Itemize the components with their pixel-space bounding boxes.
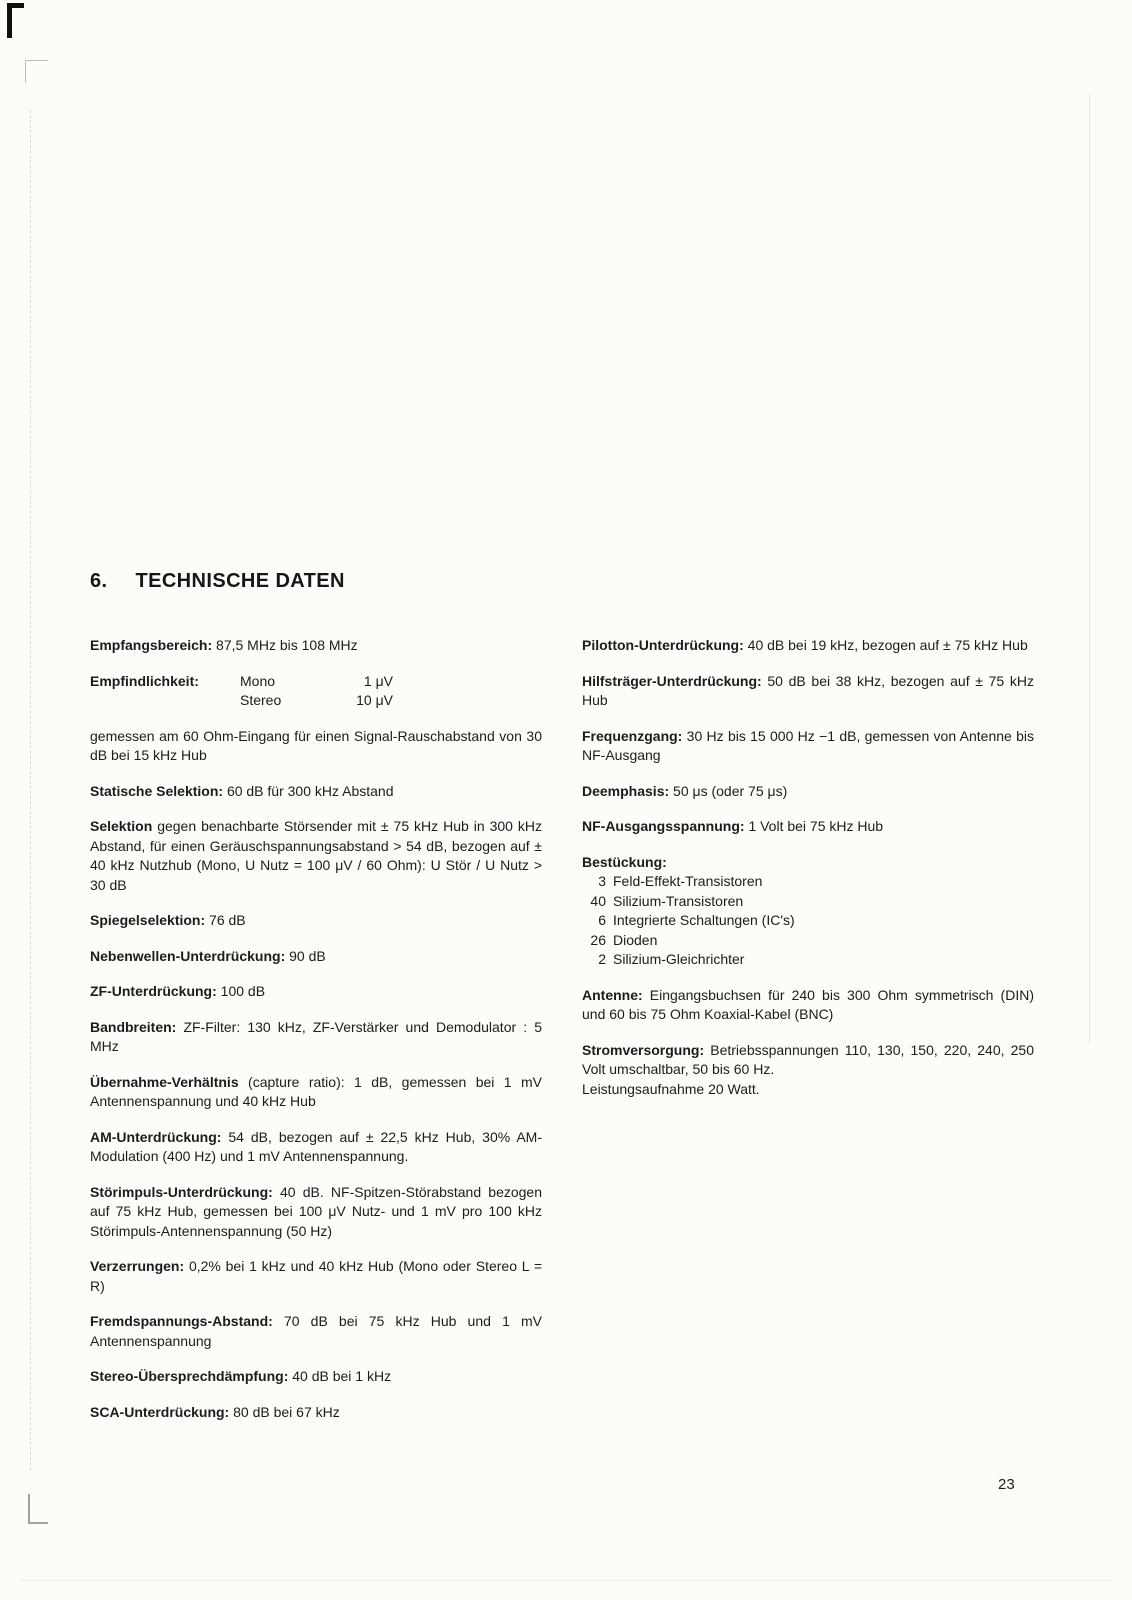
spec-label: AM-Unterdrückung: — [90, 1128, 222, 1145]
page-number: 23 — [998, 1476, 1015, 1493]
spec-text: 90 dB — [289, 947, 326, 964]
spec-text: 100 dB — [220, 983, 266, 999]
spec-item-statische-selektion — [90, 782, 542, 802]
spec-text: 30 Hz bis 15 000 Hz −1 dB, gemessen von Antenne bis NF-Ausgang — [582, 727, 1034, 763]
spec-text: 40 dB bei 1 kHz — [292, 1368, 392, 1384]
spec-item-selektion — [90, 817, 542, 895]
spec-item-sca-unterdrueckung — [90, 1403, 542, 1423]
spec-label: Stereo-Übersprechdämpfung: — [90, 1368, 289, 1384]
scan-mark-corner-top-left — [7, 3, 24, 38]
component-name: Silizium-Transistoren — [613, 892, 744, 909]
spec-item-bestueckung — [582, 853, 1034, 970]
spec-label: Störimpuls-Unterdrückung: — [90, 1183, 273, 1200]
spec-item-empfindlichkeit-note — [90, 727, 542, 766]
spec-label: SCA-Unterdrückung: — [90, 1403, 230, 1420]
component-name: Integrierte Schaltungen (IC's) — [613, 912, 795, 928]
spec-text: gegen benachbarte Störsender mit ± 75 kHz Hub in 300 kHz Abstand, für einen Geräuschspannungsabstand > 54 dB, bezogen auf ± 40 kHz Nutzhub (Mono, U Nutz = 100 μV / 60 Ohm): U Stör / U Nutz > 30 dB — [90, 818, 542, 893]
section-heading — [90, 570, 345, 593]
component-name: Dioden — [613, 931, 658, 948]
spec-label: NF-Ausgangsspannung: — [582, 818, 745, 834]
spec-item-empfindlichkeit — [90, 672, 542, 711]
spec-item-nf-ausgangsspannung — [582, 817, 1034, 837]
spec-label: Empfindlichkeit: — [90, 672, 199, 689]
spec-text: 87,5 MHz bis 108 MHz — [216, 637, 358, 653]
component-count: 6 — [598, 912, 606, 928]
spec-label: Hilfsträger-Unterdrückung: — [582, 672, 762, 689]
component-name: Feld-Effekt-Transistoren — [613, 873, 763, 889]
spec-text: 70 dB bei 75 kHz Hub und 1 mV Antennenspannung — [90, 1313, 542, 1349]
sensitivity-row-stereo — [90, 691, 542, 711]
component-count: 40 — [590, 892, 606, 909]
spec-text: gemessen am 60 Ohm-Eingang für einen Signal-Rauschabstand von 30 dB bei 15 kHz Hub — [90, 727, 542, 763]
spec-text: 80 dB bei 67 kHz — [233, 1403, 340, 1420]
spec-label: Deemphasis: — [582, 782, 670, 799]
component-name: Silizium-Gleichrichter — [613, 951, 745, 967]
section-title: TECHNISCHE DATEN — [135, 570, 345, 592]
sensitivity-mode: Mono — [240, 672, 276, 689]
spec-text: 1 Volt bei 75 kHz Hub — [748, 818, 884, 834]
component-count: 3 — [598, 873, 606, 889]
spec-label: Spiegelselektion: — [90, 912, 206, 928]
spec-label: Stromversorgung: — [582, 1041, 705, 1058]
scan-mark-bottom-edge — [20, 1580, 1112, 1581]
spec-item-nebenwellen — [90, 947, 542, 967]
spec-text: 40 dB. NF-Spitzen-Störabstand bezogen auf 75 kHz Hub, gemessen bei 100 μV Nutz- und 1 mV pro 100 kHz Störimpuls-Antennenspannung (50 Hz) — [90, 1183, 542, 1239]
spec-item-zf-unterdrueckung — [90, 982, 542, 1002]
component-row — [582, 950, 1034, 970]
spec-item-uebernahme-verhaeltnis — [90, 1073, 542, 1112]
spec-item-stromversorgung — [582, 1041, 1034, 1100]
spec-label: ZF-Unterdrückung: — [90, 983, 217, 999]
component-row — [582, 872, 1034, 892]
spec-label: Nebenwellen-Unterdrückung: — [90, 947, 286, 964]
right-column — [582, 636, 1034, 1438]
spec-text: (capture ratio): 1 dB, gemessen bei 1 mV Antennenspannung und 40 kHz Hub — [90, 1073, 543, 1109]
component-row — [582, 931, 1034, 951]
component-count: 2 — [598, 951, 606, 967]
component-row — [582, 911, 1034, 931]
scan-mark-right-margin-line — [1089, 95, 1090, 1045]
spec-text: 54 dB, bezogen auf ± 22,5 kHz Hub, 30% AM-Modulation (400 Hz) und 1 mV Antennenspannung. — [90, 1128, 543, 1164]
left-column — [90, 636, 542, 1438]
section-number: 6. — [90, 570, 108, 592]
spec-text: Betriebsspannungen 110, 130, 150, 220, 240, 250 Volt umschaltbar, 50 bis 60 Hz. — [582, 1041, 1034, 1077]
sensitivity-row-mono — [90, 672, 542, 692]
spec-text: ZF-Filter: 130 kHz, ZF-Verstärker und Demodulator : 5 MHz — [90, 1018, 543, 1054]
spec-text-line2: Leistungsaufnahme 20 Watt. — [582, 1080, 760, 1097]
spec-item-deemphasis — [582, 782, 1034, 802]
spec-label: Statische Selektion: — [90, 782, 224, 799]
spec-text: 0,2% bei 1 kHz und 40 kHz Hub (Mono oder Stereo L = R) — [90, 1258, 542, 1294]
spec-label: Selektion — [90, 818, 153, 834]
spec-label: Frequenzgang: — [582, 727, 683, 744]
component-row — [582, 892, 1034, 912]
two-column-layout — [90, 636, 1034, 1438]
spec-item-hilfstraeger — [582, 672, 1034, 711]
scan-mark-crop-bottom-left — [28, 1494, 48, 1524]
sensitivity-value: 1 μV — [363, 672, 393, 689]
sensitivity-mode: Stereo — [240, 692, 282, 708]
spec-item-stereo-uebersprechdaempfung — [90, 1367, 542, 1387]
spec-label: Bandbreiten: — [90, 1018, 177, 1035]
spec-text: 50 dB bei 38 kHz, bezogen auf ± 75 kHz Hub — [582, 672, 1034, 708]
spec-item-pilotton — [582, 636, 1034, 656]
spec-item-antenne — [582, 986, 1034, 1025]
spec-label: Empfangsbereich: — [90, 637, 213, 653]
spec-text: Eingangsbuchsen für 240 bis 300 Ohm symmetrisch (DIN) und 60 bis 75 Ohm Koaxial-Kabel (BNC) — [582, 986, 1034, 1022]
spec-label: Antenne: — [582, 986, 643, 1003]
spec-item-verzerrungen — [90, 1257, 542, 1296]
spec-item-empfangsbereich — [90, 636, 542, 656]
spec-item-am-unterdrueckung — [90, 1128, 542, 1167]
spec-item-spiegelselektion — [90, 911, 542, 931]
scan-mark-left-margin-line — [30, 110, 31, 1470]
spec-item-frequenzgang — [582, 727, 1034, 766]
spec-text: 50 μs (oder 75 μs) — [673, 782, 788, 799]
spec-item-bandbreiten — [90, 1018, 542, 1057]
spec-label: Bestückung: — [582, 853, 667, 870]
sensitivity-value: 10 μV — [356, 692, 393, 708]
spec-label: Fremdspannungs-Abstand: — [90, 1313, 273, 1329]
spec-label: Verzerrungen: — [90, 1258, 185, 1274]
spec-label: Übernahme-Verhältnis — [90, 1073, 239, 1090]
spec-text: 60 dB für 300 kHz Abstand — [226, 782, 394, 799]
scan-mark-crop-top-left — [25, 60, 48, 83]
component-count: 26 — [590, 931, 606, 948]
spec-label: Pilotton-Unterdrückung: — [582, 637, 744, 653]
spec-item-stoerimpuls — [90, 1183, 542, 1242]
spec-item-fremdspannungs-abstand — [90, 1312, 542, 1351]
spec-text: 40 dB bei 19 kHz, bezogen auf ± 75 kHz Hub — [747, 637, 1028, 653]
spec-text: 76 dB — [209, 912, 246, 928]
